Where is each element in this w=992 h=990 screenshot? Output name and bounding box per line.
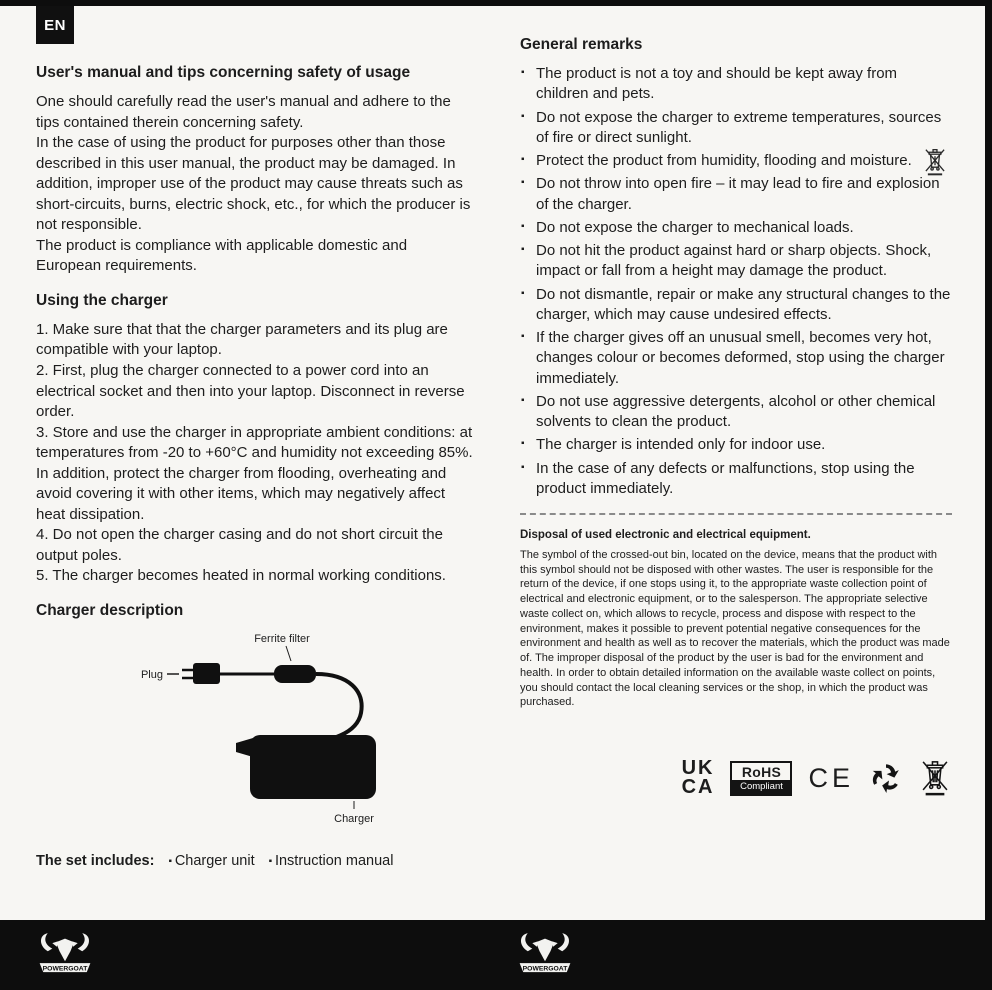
disposal-body: The symbol of the crossed-out bin, located on the device, means that the product with this symbol should not be disposed with other wastes. The user is responsible for the return of the device, if one stops using it, to the appropriate waste collection point of electrical and electronic equipment, or to the salesperson. The appropriate selective waste collect on, which allows to recycle, process and dispose with respect to the environment, makes it possible to prevent potential negative consequences for the environment and health as well as to recover the materials, which the product was made of. The improper disposal of the product by the user is bad for the environment and health. In order to obtain detailed information on the available waste collect on points, you should contact the local cleaning services or the shop, in which the product was purchased. xyxy=(520,549,950,709)
general-remark-item: ▪ In the case of any defects or malfunctions, stop using the product immediately. xyxy=(520,459,952,500)
ferrite-filter-icon xyxy=(274,665,316,683)
language-badge: EN xyxy=(36,6,74,44)
recycle-icon xyxy=(870,762,902,794)
compliance-marks xyxy=(520,758,952,798)
general-remark-item: ▪ The product is not a toy and should be kept away from children and pets. xyxy=(520,64,952,105)
charger-brick-icon xyxy=(250,735,376,799)
left-column xyxy=(36,64,474,869)
powergoat-brand-text: POWERGOAT xyxy=(42,965,88,973)
general-remark-item: ▪ Do not dismantle, repair or make any structural changes to the charger, which may cause undesired effects. xyxy=(520,285,952,326)
plug-label: Plug xyxy=(140,669,163,682)
using-charger-steps xyxy=(36,320,474,587)
rohs-mark xyxy=(730,761,792,796)
safety-paragraph: One should carefully read the user's manual and adhere to the tips contained therein concerning safety. xyxy=(36,93,451,131)
set-includes-item: ▪ Charger unit xyxy=(168,853,254,869)
ce-mark: CE xyxy=(808,762,854,793)
set-includes-line xyxy=(36,853,474,869)
top-edge-strip xyxy=(0,0,992,6)
right-column xyxy=(520,36,952,798)
general-remark-item: ▪ Do not expose the charger to mechanical loads. xyxy=(520,218,952,238)
general-remark-item: ▪ Protect the product from humidity, flooding and moisture. xyxy=(520,151,952,171)
general-remark-item: ▪ The charger is intended only for indoor use. xyxy=(520,435,952,455)
ukca-top: UK xyxy=(681,757,715,780)
safety-paragraph: The product is compliance with applicable domestic and European requirements. xyxy=(36,236,408,275)
weee-bin-icon xyxy=(918,758,952,798)
using-charger-heading: Using the charger xyxy=(36,291,168,309)
safety-heading: User's manual and tips concerning safety of usage xyxy=(36,64,411,81)
safety-paragraphs xyxy=(36,92,474,277)
rohs-label: RoHS xyxy=(741,763,782,780)
set-includes-item: ▪ Instruction manual xyxy=(269,853,394,869)
general-remark-item: ▪ If the charger gives off an unusual smell, becomes very hot, changes colour or becomes deformed, stop using the charger immediately. xyxy=(520,328,952,389)
footer-bar xyxy=(0,920,992,990)
powergoat-logo xyxy=(516,928,574,980)
rohs-compliant-label: Compliant xyxy=(732,780,790,794)
disposal-heading: Disposal of used electronic and electrical equipment. xyxy=(520,529,811,541)
ukca-mark xyxy=(682,759,715,797)
powergoat-brand-text: POWERGOAT xyxy=(522,965,568,973)
general-remark-item: ▪ Do not expose the charger to extreme temperatures, sources of fire or direct sunlight. xyxy=(520,108,952,149)
general-remark-item: ▪ Do not hit the product against hard or sharp objects. Shock, impact or fall from a height may damage the product. xyxy=(520,241,952,282)
powergoat-logo xyxy=(36,928,94,980)
section-divider xyxy=(520,513,952,515)
charger-description-heading: Charger description xyxy=(36,602,184,620)
general-remarks-heading: General remarks xyxy=(520,36,643,53)
charger-step: 1. Make sure that that the charger parameters and its plug are compatible with your laptop. xyxy=(36,320,448,359)
general-remark-item: ▪ Do not throw into open fire – it may lead to fire and explosion of the charger. xyxy=(520,174,952,215)
set-includes-label: The set includes: xyxy=(36,853,155,870)
charger-step: 2. First, plug the charger connected to a power cord into an electrical socket and then into your laptop. Disconnect in reverse order. xyxy=(36,362,465,421)
plug-body-icon xyxy=(193,663,220,684)
charger-diagram xyxy=(64,630,474,835)
ferrite-filter-label: Ferrite filter xyxy=(254,633,310,646)
ukca-bottom: CA xyxy=(681,776,715,799)
general-remarks-list xyxy=(520,64,952,499)
charger-step: 3. Store and use the charger in appropriate ambient conditions: at temperatures from -20 to +60°C and humidity not exceeding 85%. In addition, protect the charger from flooding, overheating and avoid covering it with other items, which may negatively affect heat dissipation. xyxy=(36,423,473,523)
charger-step: 5. The charger becomes heated in normal working conditions. xyxy=(36,567,446,585)
right-edge-strip xyxy=(985,0,992,990)
charger-diagram-svg xyxy=(64,630,394,830)
general-remark-item: ▪ Do not use aggressive detergents, alcohol or other chemical solvents to clean the product. xyxy=(520,392,952,433)
safety-paragraph: In the case of using the product for purposes other than those described in this user manual, the product may be damaged. In addition, improper use of the product may cause threats such as short-circuits, burns, electric shock, etc., for which the producer is not responsible. xyxy=(36,134,471,234)
charger-step: 4. Do not open the charger casing and do not short circuit the output poles. xyxy=(36,526,443,564)
charger-label: Charger xyxy=(334,813,374,826)
weee-bin-small-icon xyxy=(922,146,948,178)
